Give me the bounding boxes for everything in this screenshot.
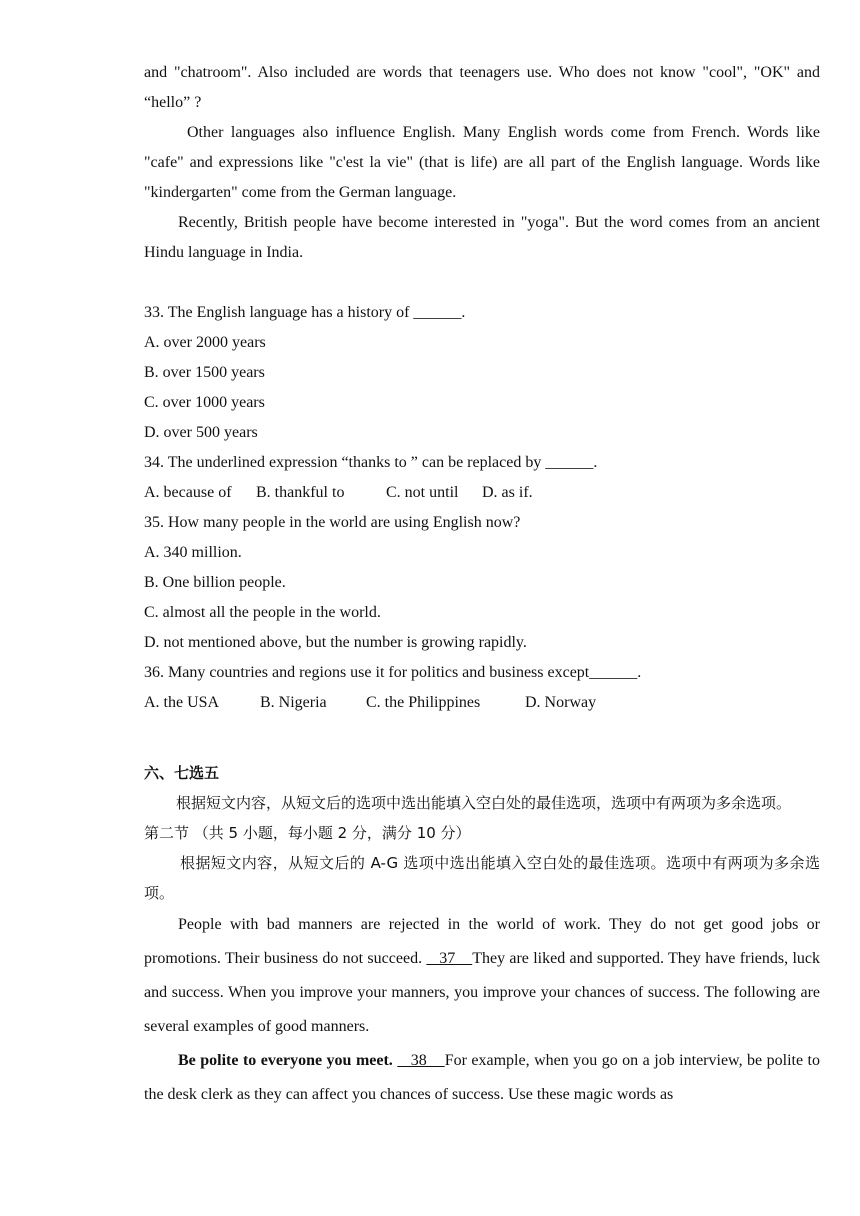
- passage-p1-text-b: They are liked and supported. They have friends, luck and success. When you improve your manners, you improve your chances of success. The following are several examples of good manners.: [144, 950, 820, 1035]
- passage-paragraph-1: [144, 908, 820, 1044]
- passage-p2-text: For example, when you go on a job interview, be polite to the desk clerk as they can affect you chances of success. Use these magic words as: [144, 1052, 821, 1103]
- question-36-option-c: C. the Philippines: [366, 694, 481, 711]
- reading-paragraph-yoga: Recently, British people have become interested in "yoga". But the word comes from an ancient Hindu language in India.: [144, 214, 820, 261]
- question-34-option-a: A. because of: [144, 484, 232, 501]
- blank-38: 38: [397, 1052, 445, 1069]
- reading-paragraph-continued: and "chatroom". Also included are words that teenagers use. Who does not know "cool", "OK" and “hello” ?: [144, 64, 820, 111]
- reading-paragraph-french: Other languages also influence English. Many English words come from French. Words like "cafe" and expressions like "c'est la vie" (that is life) are all part of the English language. Words like "kindergarten" come from the German language.: [144, 124, 820, 201]
- passage-paragraph-2: [144, 1044, 820, 1112]
- question-36-option-a: A. the USA: [144, 694, 220, 711]
- question-36-stem: 36. Many countries and regions use it for politics and business except______.: [144, 664, 642, 681]
- question-35-option-b: B. One billion people.: [144, 574, 286, 591]
- blank-37: 37: [426, 950, 473, 967]
- question-33-option-b: B. over 1500 years: [144, 364, 265, 381]
- question-33-option-a: A. over 2000 years: [144, 334, 266, 351]
- question-33-option-c: C. over 1000 years: [144, 394, 265, 411]
- question-35-option-d: D. not mentioned above, but the number is growing rapidly.: [144, 634, 527, 651]
- document-page: [144, 58, 820, 1112]
- question-34-options: [144, 478, 820, 508]
- question-33-option-d: D. over 500 years: [144, 424, 258, 441]
- question-36-option-b: B. Nigeria: [260, 694, 327, 711]
- question-36-option-d: D. Norway: [525, 694, 597, 711]
- section-6-title: 六、七选五: [144, 764, 220, 782]
- section-6-instruction: 根据短文内容，从短文后的选项中选出能填入空白处的最佳选项，选项中有两项为多余选项。: [176, 794, 792, 812]
- question-34-option-c: C. not until: [386, 484, 459, 501]
- passage-p1-text-a: People with bad manners are rejected in the world of work. They do not get good jobs or promotions. Their business do not succeed.: [144, 916, 820, 967]
- section-6-part-label: 第二节 （共 5 小题，每小题 2 分，满分 10 分）: [144, 824, 471, 842]
- question-34-option-b: B. thankful to: [256, 484, 345, 501]
- section-6-instruction-2: 根据短文内容，从短文后的 A-G 选项中选出能填入空白处的最佳选项。选项中有两项为多余选项。: [144, 854, 820, 902]
- question-34-option-d: D. as if.: [482, 484, 533, 501]
- question-35-option-c: C. almost all the people in the world.: [144, 604, 381, 621]
- question-33-stem: 33. The English language has a history of ______.: [144, 304, 466, 321]
- passage-p2-bold-heading: Be polite to everyone you meet.: [178, 1052, 393, 1069]
- question-35-stem: 35. How many people in the world are using English now?: [144, 514, 521, 531]
- question-34-stem: 34. The underlined expression “thanks to ” can be replaced by ______.: [144, 454, 598, 471]
- question-36-options: [144, 688, 820, 718]
- question-35-option-a: A. 340 million.: [144, 544, 242, 561]
